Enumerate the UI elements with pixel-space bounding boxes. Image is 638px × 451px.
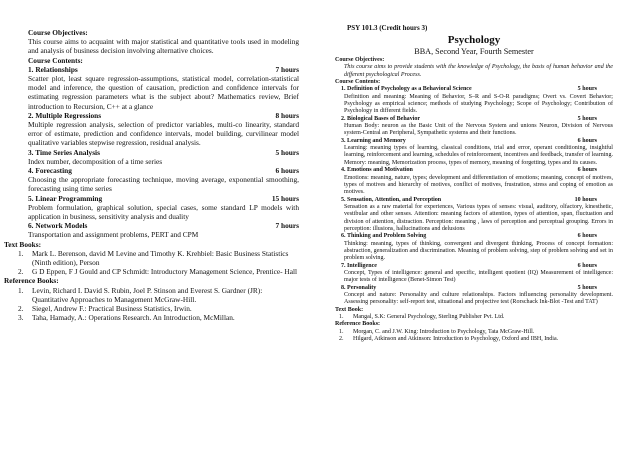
- objectives-heading: Course Objectives:: [28, 28, 88, 37]
- unit-title: 5. Sensation, Attention, and Perception: [341, 196, 442, 203]
- textbooks-heading: Text Books:: [4, 239, 42, 249]
- unit-description: Sensation as a raw material for experiences, Various types of senses: visual, auditory, olfactory, kinesthetic, vestibular and other senses. Attention: meaning factors of attention, types of attention, span, fluctuation and division of attention, distraction. Perception: meaning , laws of perception and perceptual grouping. Errors in perception: illusions, hallucinations and delusions: [344, 203, 613, 232]
- unit-title: 2. Multiple Regressions: [28, 110, 102, 120]
- unit-description: Definition and meaning: Meaning of Behavior, S–R and S-O-R paradigms; Overt vs. Covert Behavior; Psychology as empirical science; methods of studying Psychology; Scope of Psychology; Contribution of Psychology in different fields.: [344, 93, 613, 115]
- objectives-text: This course aims to acquaint with major statistical and quantitative tools used in modeling and analysis of business decision involving alternative choices.: [28, 37, 299, 56]
- list-item: 1. Morgan, C. and J.W. King: Introduction to Psychology, Tata McGraw-Hill.: [339, 328, 535, 335]
- unit-description: Scatter plot, least square regression-assumptions, statistical model, correlation-statistical model and inference, the question of causation, prediction and confidence intervals for estimating regression parameters what is the subject about? Mathematics review, Brief introduction to Recursion, C++ at a glance: [28, 74, 299, 111]
- unit-description: Choosing the appropriate forecasting technique, moving average, exponential smoothing, forecasting using time series: [28, 175, 299, 194]
- unit-hours: 8 hours: [275, 110, 299, 120]
- unit-hours: 5 hours: [275, 147, 299, 157]
- unit: [28, 221, 299, 239]
- unit-description: Learning: meaning types of learning, classical conditions, trial and error, operant conditioning, insightful learning, reinforcement and learning, schedules of reinforcement, incentives and feedback, transfer of learning. Memory: meaning, Memorization process, types of memory, meaning of forgetting, types and its causes.: [344, 145, 613, 166]
- unit: [335, 285, 613, 307]
- unit-hours: 7 hours: [275, 221, 299, 231]
- list-item: 1. Levin, Richard I. David S. Rubin, Joel P. Stinson and Everest S. Gardner (JR): Quantitative Approaches to Management McGraw-Hill.: [18, 285, 263, 304]
- contents-heading: Course Contents:: [28, 55, 83, 65]
- unit: [28, 111, 299, 148]
- list-item: 1. Mark L. Berenson, david M Levine and Timothy K. Krehbiel: Basic Business Statistics (Ninth edition), Person: [18, 248, 289, 268]
- unit-hours: 15 hours: [271, 193, 299, 203]
- unit: [335, 138, 613, 167]
- objectives-heading: Course Objectives:: [335, 57, 385, 63]
- unit-title: 3. Time Series Analysis: [28, 147, 100, 157]
- references-heading: Reference Books:: [335, 321, 381, 328]
- course-code: PSY 101.3 (Credit hours 3): [347, 24, 428, 32]
- page-subtitle: BBA, Second Year, Fourth Semester: [414, 47, 534, 56]
- unit-hours: 6 hours: [577, 233, 597, 240]
- unit-title: 4. Forecasting: [28, 166, 72, 176]
- unit-hours: 7 hours: [275, 64, 299, 74]
- references-heading: Reference Books:: [4, 276, 59, 286]
- unit-title: 8. Personality: [341, 284, 377, 291]
- unit-title: 1. Relationships: [28, 64, 78, 74]
- unit-hours: 6 hours: [577, 137, 597, 144]
- unit-title: 3. Learning and Memory: [341, 137, 406, 144]
- unit: [28, 148, 299, 166]
- list-item: 1. Mangal, S.K: General Psychology, Sterling Publisher Pvt. Ltd.: [339, 314, 505, 321]
- unit-description: Multiple regression analysis, selection of predictor variables, multi-co linearity, standard error of estimate, prediction and confidence intervals, model building, curvilinear model qualitative variables stepwise regression, residual analysis.: [28, 120, 299, 148]
- unit-description: Emotions: meaning, nature, types; development and differentiation of emotions; meaning, concept of motives, types of motives and hierarchy of motives, conflict of motives, frustration, stress and coping of emotion as motives.: [344, 174, 613, 196]
- unit: [335, 263, 613, 285]
- unit-hours: 5 hours: [577, 115, 597, 122]
- unit-description: Human Body: neuron as the Basic Unit of the Nervous System and unions Neuron, Division of Nervous system-Central an Peripheral, Sympathetic systems and their functions.: [344, 123, 613, 137]
- unit: [335, 197, 613, 234]
- list-item: 3. Taha, Hamady, A.: Operations Research. An Introduction, McMillan.: [18, 313, 235, 323]
- unit: [28, 194, 299, 222]
- unit: [335, 167, 613, 196]
- unit-hours: 6 hours: [577, 262, 597, 269]
- unit-description: Transportation and assignment problems, PERT and CPM: [28, 230, 199, 240]
- list-item: 2. Hilgard, Atkinson and Atkinson: Introduction to Psychology, Oxford and IBH, India.: [339, 336, 559, 343]
- unit-hours: 6 hours: [275, 166, 299, 176]
- unit: [335, 116, 613, 138]
- unit-description: Concept and nature: Personality and culture relationships. Factors influencing personality development. Assessing personality: self-report test, situational and projective test (Rorschack Ink-Blot -Test and TAT): [344, 292, 613, 306]
- contents-heading: Course Contents:: [335, 79, 381, 86]
- unit-hours: 5 hours: [577, 284, 597, 291]
- unit: [28, 166, 299, 194]
- unit-description: Problem formulation, graphical solution, special cases, some standard LP models with application in business, sensitivity analysis and duality: [28, 202, 299, 222]
- unit: [28, 65, 299, 111]
- unit-hours: 10 hours: [574, 196, 597, 203]
- unit-title: 1. Definition of Psychology as a Behavioral Science: [341, 86, 472, 93]
- unit-hours: 5 hours: [577, 86, 597, 93]
- unit: [335, 86, 613, 115]
- unit-description: Index number, decomposition of a time series: [28, 156, 163, 166]
- unit-title: 5. Linear Programming: [28, 193, 103, 203]
- unit: [335, 233, 613, 262]
- left-column: [4, 28, 299, 323]
- list-item: 2. Siegel, Andrew F.: Practical Business Statistics, Irwin.: [18, 304, 192, 314]
- unit-description: Concept, Types of intelligence: general and specific, intelligent quotient (IQ) Measurement of intelligence: major tests of intelligence (Benet-Simon Test): [344, 269, 613, 284]
- unit-title: 6. Thinking and Problem Solving: [341, 233, 427, 240]
- unit-description: Thinking: meaning, types of thinking, convergent and divergent thinking, Process of concept formation: abstraction, generalization and discrimination. Meaning of problem solving, step of problem solving and set in problem solving.: [344, 240, 613, 262]
- unit-title: 6. Network Models: [28, 221, 88, 231]
- objectives-text: This course aims to provide students with the knowledge of Psychology, the basis of human behavior and the different psychological Process.: [344, 64, 613, 78]
- page-title: Psychology: [447, 34, 501, 46]
- unit-hours: 6 hours: [577, 167, 597, 174]
- list-item: 2. G D Eppen, F J Gould and CP Schmidt: Introductory Management Science, Prentice- Hall: [18, 267, 298, 277]
- unit-title: 4. Emotions and Motivation: [341, 167, 413, 174]
- unit-title: 7. Intelligence: [341, 262, 377, 269]
- textbook-heading: Text Book:: [335, 306, 364, 313]
- right-column: [335, 24, 613, 343]
- unit-title: 2. Biological Bases of Behavior: [341, 115, 421, 122]
